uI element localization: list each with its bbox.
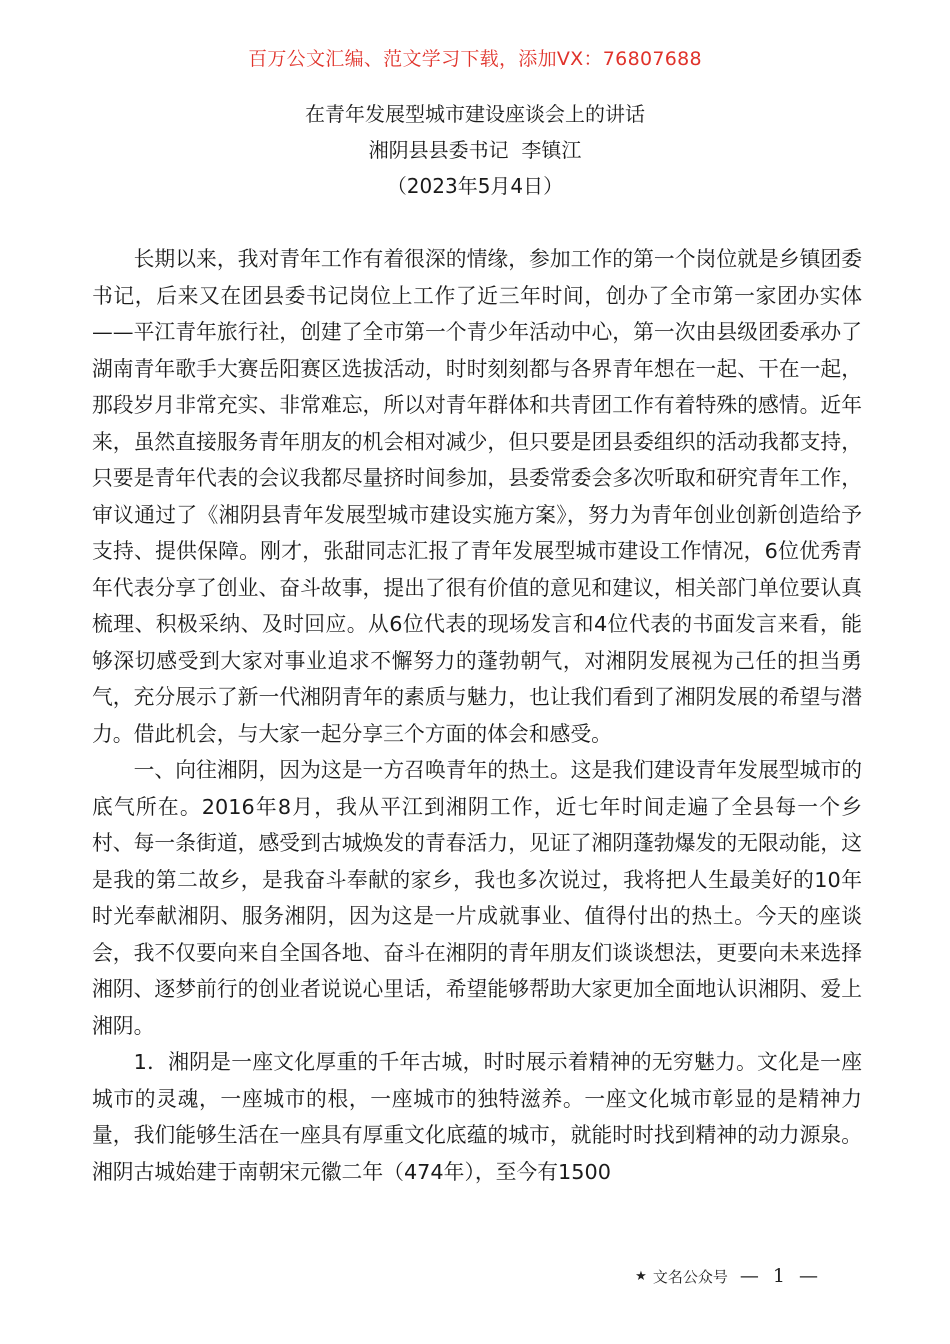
- paragraph-3: 1．湘阴是一座文化厚重的千年古城，时时展示着精神的无穷魅力。文化是一座城市的灵魂，一座城市的根，一座城市的独特滋养。一座文化城市彰显的是精神力量，我们能够生活在一座具有厚重文化底蕴的城市，就能时时找到精神的动力源泉。湘阴古城始建于南朝宋元徽二年（474年），至今有1500: [92, 1050, 862, 1184]
- paragraph-2: 一、向往湘阴，因为这是一方召唤青年的热土。这是我们建设青年发展型城市的底气所在。2016年8月，我从平江到湘阴工作，近七年时间走遍了全县每一个乡村、每一条街道，感受到古城焕发的青春活力，见证了湘阴蓬勃爆发的无限动能，这是我的第二故乡，是我奋斗奉献的家乡，我也多次说过，我将把人生最美好的10年时光奉献湘阴、服务湘阴，因为这是一片成就事业、值得付出的热土。今天的座谈会，我不仅要向来自全国各地、奋斗在湘阴的青年朋友们谈谈想法，更要向未来选择湘阴、逐梦前行的创业者说说心里话，希望能够帮助大家更加全面地认识湘阴、爱上湘阴。: [92, 758, 862, 1038]
- star-icon: ★: [635, 1268, 647, 1284]
- title-block: [0, 96, 950, 204]
- speaker-line: 湘阴县县委书记 李镇江: [368, 138, 582, 162]
- footer-source: 文名公众号: [652, 1267, 728, 1286]
- promo-banner: 百万公文汇编、范文学习下载，添加VX：76807688: [248, 48, 702, 70]
- speech-date: （2023年5月4日）: [386, 174, 564, 198]
- paragraph-1: 长期以来，我对青年工作有着很深的情缘，参加工作的第一个岗位就是乡镇团委书记，后来又在团县委书记岗位上工作了近三年时间，创办了全市第一家团办实体——平江青年旅行社，创建了全市第一个青少年活动中心，第一次由县级团委承办了湖南青年歌手大赛岳阳赛区选拔活动，时时刻刻都与各界青年想在一起、干在一起，那段岁月非常充实、非常难忘，所以对青年群体和共青团工作有着特殊的感情。近年来，虽然直接服务青年朋友的机会相对减少，但只要是团县委组织的活动我都支持，只要是青年代表的会议我都尽量挤时间参加，县委常委会多次听取和研究青年工作，审议通过了《湘阴县青年发展型城市建设实施方案》，努力为青年创业创新创造给予支持、提供保障。刚才，张甜同志汇报了青年发展型城市建设工作情况，6位优秀青年代表分享了创业、奋斗故事，提出了很有价值的意见和建议，相关部门单位要认真梳理、积极采纳、及时回应。从6位代表的现场发言和4位代表的书面发言来看，能够深切感受到大家对事业追求不懈努力的蓬勃朝气，对湘阴发展视为己任的担当勇气，充分展示了新一代湘阴青年的素质与魅力，也让我们看到了湘阴发展的希望与潜力。借此机会，与大家一起分享三个方面的体会和感受。: [92, 247, 862, 746]
- page-footer: [635, 1265, 822, 1287]
- body-text: [92, 241, 862, 1190]
- page-number: — 1 —: [739, 1265, 822, 1287]
- speech-title: 在青年发展型城市建设座谈会上的讲话: [305, 102, 645, 126]
